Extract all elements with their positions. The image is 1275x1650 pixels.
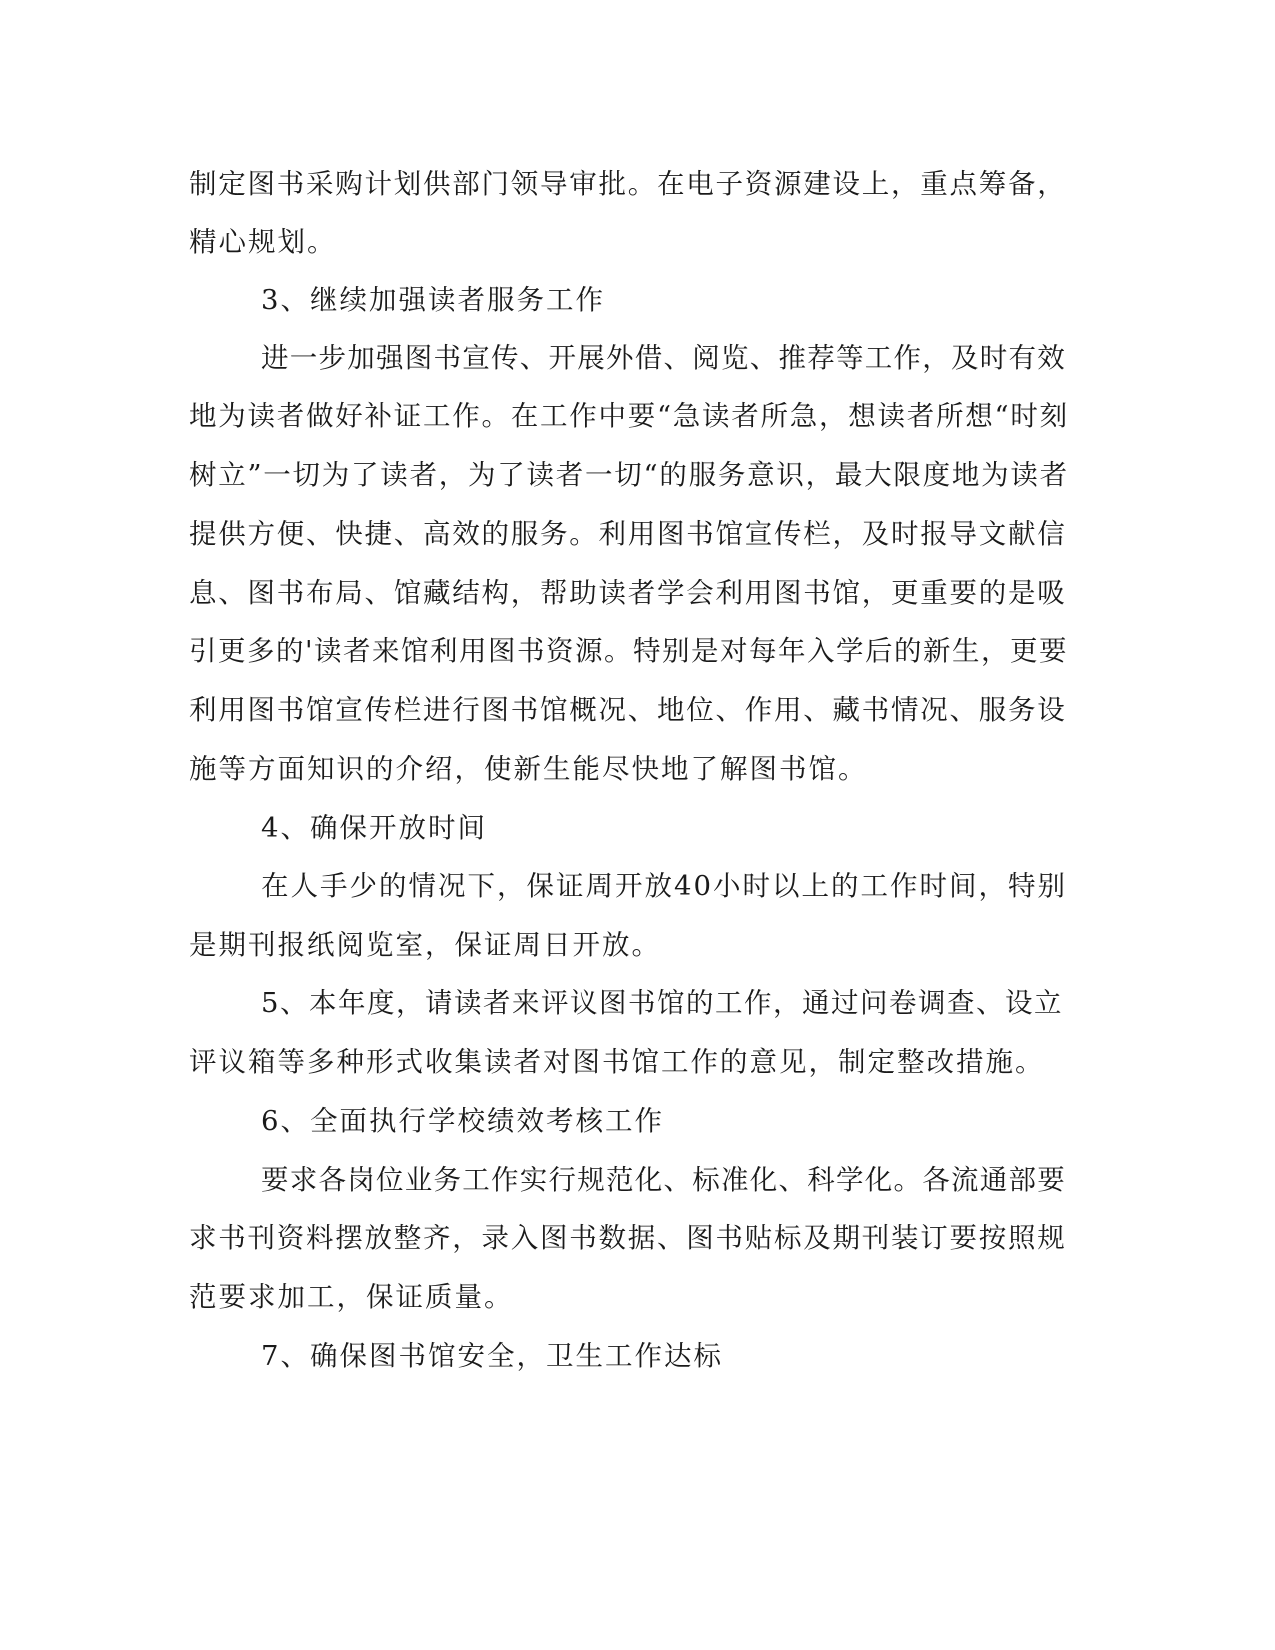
text-line: 范要求加工，保证质量。 — [189, 1281, 514, 1313]
text-line: 提供方便、快捷、高效的服务。利用图书馆宣传栏，及时报导文献信 — [189, 518, 1067, 550]
text-line: 制定图书采购计划供部门领导审批。在电子资源建设上，重点筹备， — [189, 168, 1067, 200]
text-line: 息、图书布局、馆藏结构，帮助读者学会利用图书馆，更重要的是吸 — [189, 577, 1067, 609]
text-line: 求书刊资料摆放整齐，录入图书数据、图书贴标及期刊装订要按照规 — [189, 1222, 1067, 1254]
section-heading: 5、本年度，请读者来评议图书馆的工作，通过问卷调查、设立 — [261, 987, 1063, 1019]
text-line: 在人手少的情况下，保证周开放40小时以上的工作时间，特别 — [261, 870, 1067, 902]
text-line: 地为读者做好补证工作。在工作中要“急读者所急，想读者所想“时刻 — [189, 400, 1069, 432]
section-heading: 6、全面执行学校绩效考核工作 — [261, 1105, 664, 1137]
text-line: 引更多的'读者来馆利用图书资源。特别是对每年入学后的新生，更要 — [189, 635, 1069, 667]
text-line: 要求各岗位业务工作实行规范化、标准化、科学化。各流通部要 — [261, 1164, 1066, 1196]
section-heading: 7、确保图书馆安全，卫生工作达标 — [261, 1340, 723, 1372]
text-line: 利用图书馆宣传栏进行图书馆概况、地位、作用、藏书情况、服务设 — [189, 694, 1067, 726]
text-line: 是期刊报纸阅览室，保证周日开放。 — [189, 929, 661, 961]
text-line: 精心规划。 — [189, 226, 337, 258]
text-line: 评议箱等多种形式收集读者对图书馆工作的意见，制定整改措施。 — [189, 1046, 1045, 1078]
text-line: 进一步加强图书宣传、开展外借、阅览、推荐等工作，及时有效 — [261, 342, 1066, 374]
section-heading: 3、继续加强读者服务工作 — [261, 284, 605, 316]
text-line: 施等方面知识的介绍，使新生能尽快地了解图书馆。 — [189, 753, 868, 785]
text-line: 树立”一切为了读者，为了读者一切“的服务意识，最大限度地为读者 — [189, 459, 1069, 491]
section-heading: 4、确保开放时间 — [261, 812, 487, 844]
